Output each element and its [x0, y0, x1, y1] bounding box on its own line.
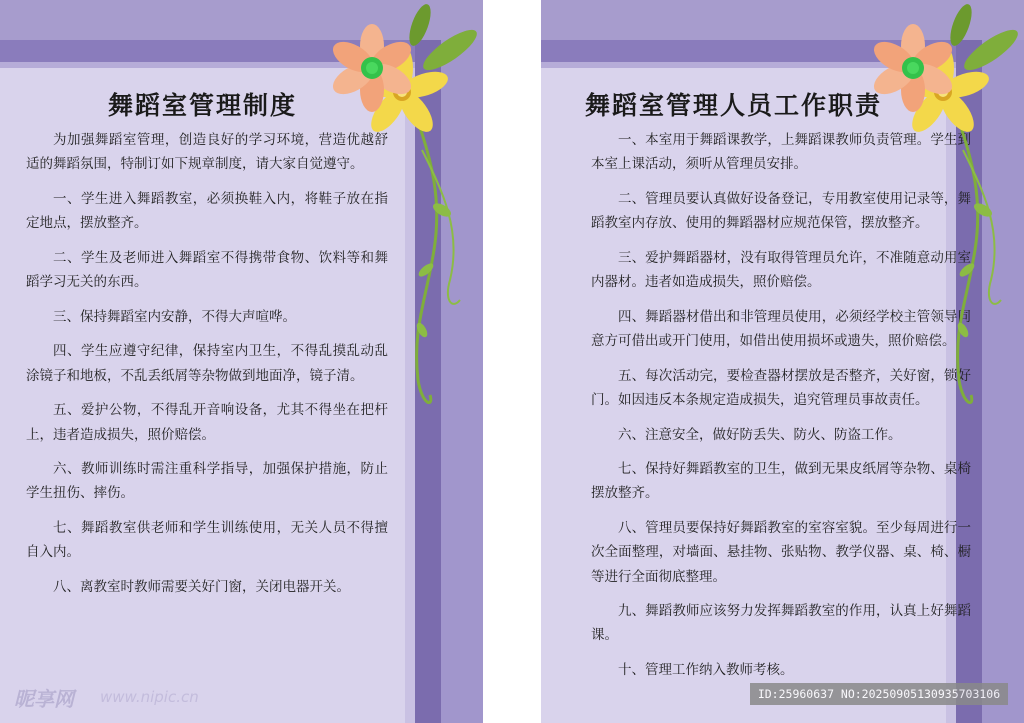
watermark-logo: 昵享网: [14, 687, 74, 711]
paragraph: 四、舞蹈器材借出和非管理员使用，必须经学校主管领导同意方可借出或开门使用，如借出使用损坏或遗失，照价赔偿。: [591, 308, 971, 349]
watermark-url: www.nipic.cn: [100, 688, 199, 706]
paragraph: 八、管理员要保持好舞蹈教室的室容室貌。至少每周进行一次全面整理，对墙面、悬挂物、张贴物、教学仪器、桌、椅、橱等进行全面彻底整理。: [591, 520, 971, 585]
image-id-bar: ID:25960637 NO:20250905130935703106: [750, 683, 1008, 705]
paragraph: 十、管理工作纳入教师考核。: [618, 662, 794, 679]
paragraph: 二、管理员要认真做好设备登记，专用教室使用记录等，舞蹈教室内存放、使用的舞蹈器材应规范保管，摆放整齐。: [591, 190, 971, 232]
page-title: 舞蹈室管理人员工作职责: [585, 91, 883, 120]
paragraph: 三、保持舞蹈室内安静，不得大声喧哗。: [53, 308, 296, 325]
paragraph: 五、每次活动完，要检查器材摆放是否整齐，关好窗，锁好门。如因违反本条规定造成损失，追究管理员事故责任。: [591, 367, 971, 408]
page-title: 舞蹈室管理制度: [107, 91, 297, 120]
paragraph: 为加强舞蹈室管理，创造良好的学习环境，营造优越舒适的舞蹈氛围，特制订如下规章制度，请大家自觉遵守。: [26, 132, 388, 173]
paragraph: 三、爱护舞蹈器材，没有取得管理员允许，不准随意动用室内器材。违者如造成损失，照价赔偿。: [591, 249, 971, 291]
paragraph: 一、学生进入舞蹈教室，必须换鞋入内，将鞋子放在指定地点，摆放整齐。: [26, 190, 388, 232]
paragraph: 二、学生及老师进入舞蹈室不得携带食物、饮料等和舞蹈学习无关的东西。: [26, 249, 388, 291]
paragraph: 五、爱护公物，不得乱开音响设备，尤其不得坐在把杆上，违者造成损失，照价赔偿。: [26, 402, 388, 443]
right-panel: [541, 0, 1024, 723]
paragraph: 七、保持好舞蹈教室的卫生，做到无果皮纸屑等杂物、桌椅摆放整齐。: [591, 461, 971, 502]
paragraph: 一、本室用于舞蹈课教学，上舞蹈课教师负责管理。学生到本室上课活动，须听从管理员安排。: [591, 132, 971, 173]
paragraph: 八、离教室时教师需要关好门窗，关闭电器开关。: [53, 579, 350, 596]
paragraph: 六、教师训练时需注重科学指导，加强保护措施，防止学生扭伤、摔伤。: [26, 461, 388, 502]
paragraph: 七、舞蹈教室供老师和学生训练使用，无关人员不得擅自入内。: [26, 520, 388, 561]
flower-icon: [322, 0, 483, 420]
left-panel: [0, 0, 483, 723]
paragraph: 四、学生应遵守纪律，保持室内卫生，不得乱摸乱动乱涂镜子和地板，不乱丢纸屑等杂物做到地面净，镜子清。: [26, 343, 388, 384]
paragraph: 六、注意安全，做好防丢失、防火、防盗工作。: [618, 426, 902, 443]
flower-icon: [863, 0, 1024, 420]
paragraph: 九、舞蹈教师应该努力发挥舞蹈教室的作用，认真上好舞蹈课。: [591, 603, 971, 644]
